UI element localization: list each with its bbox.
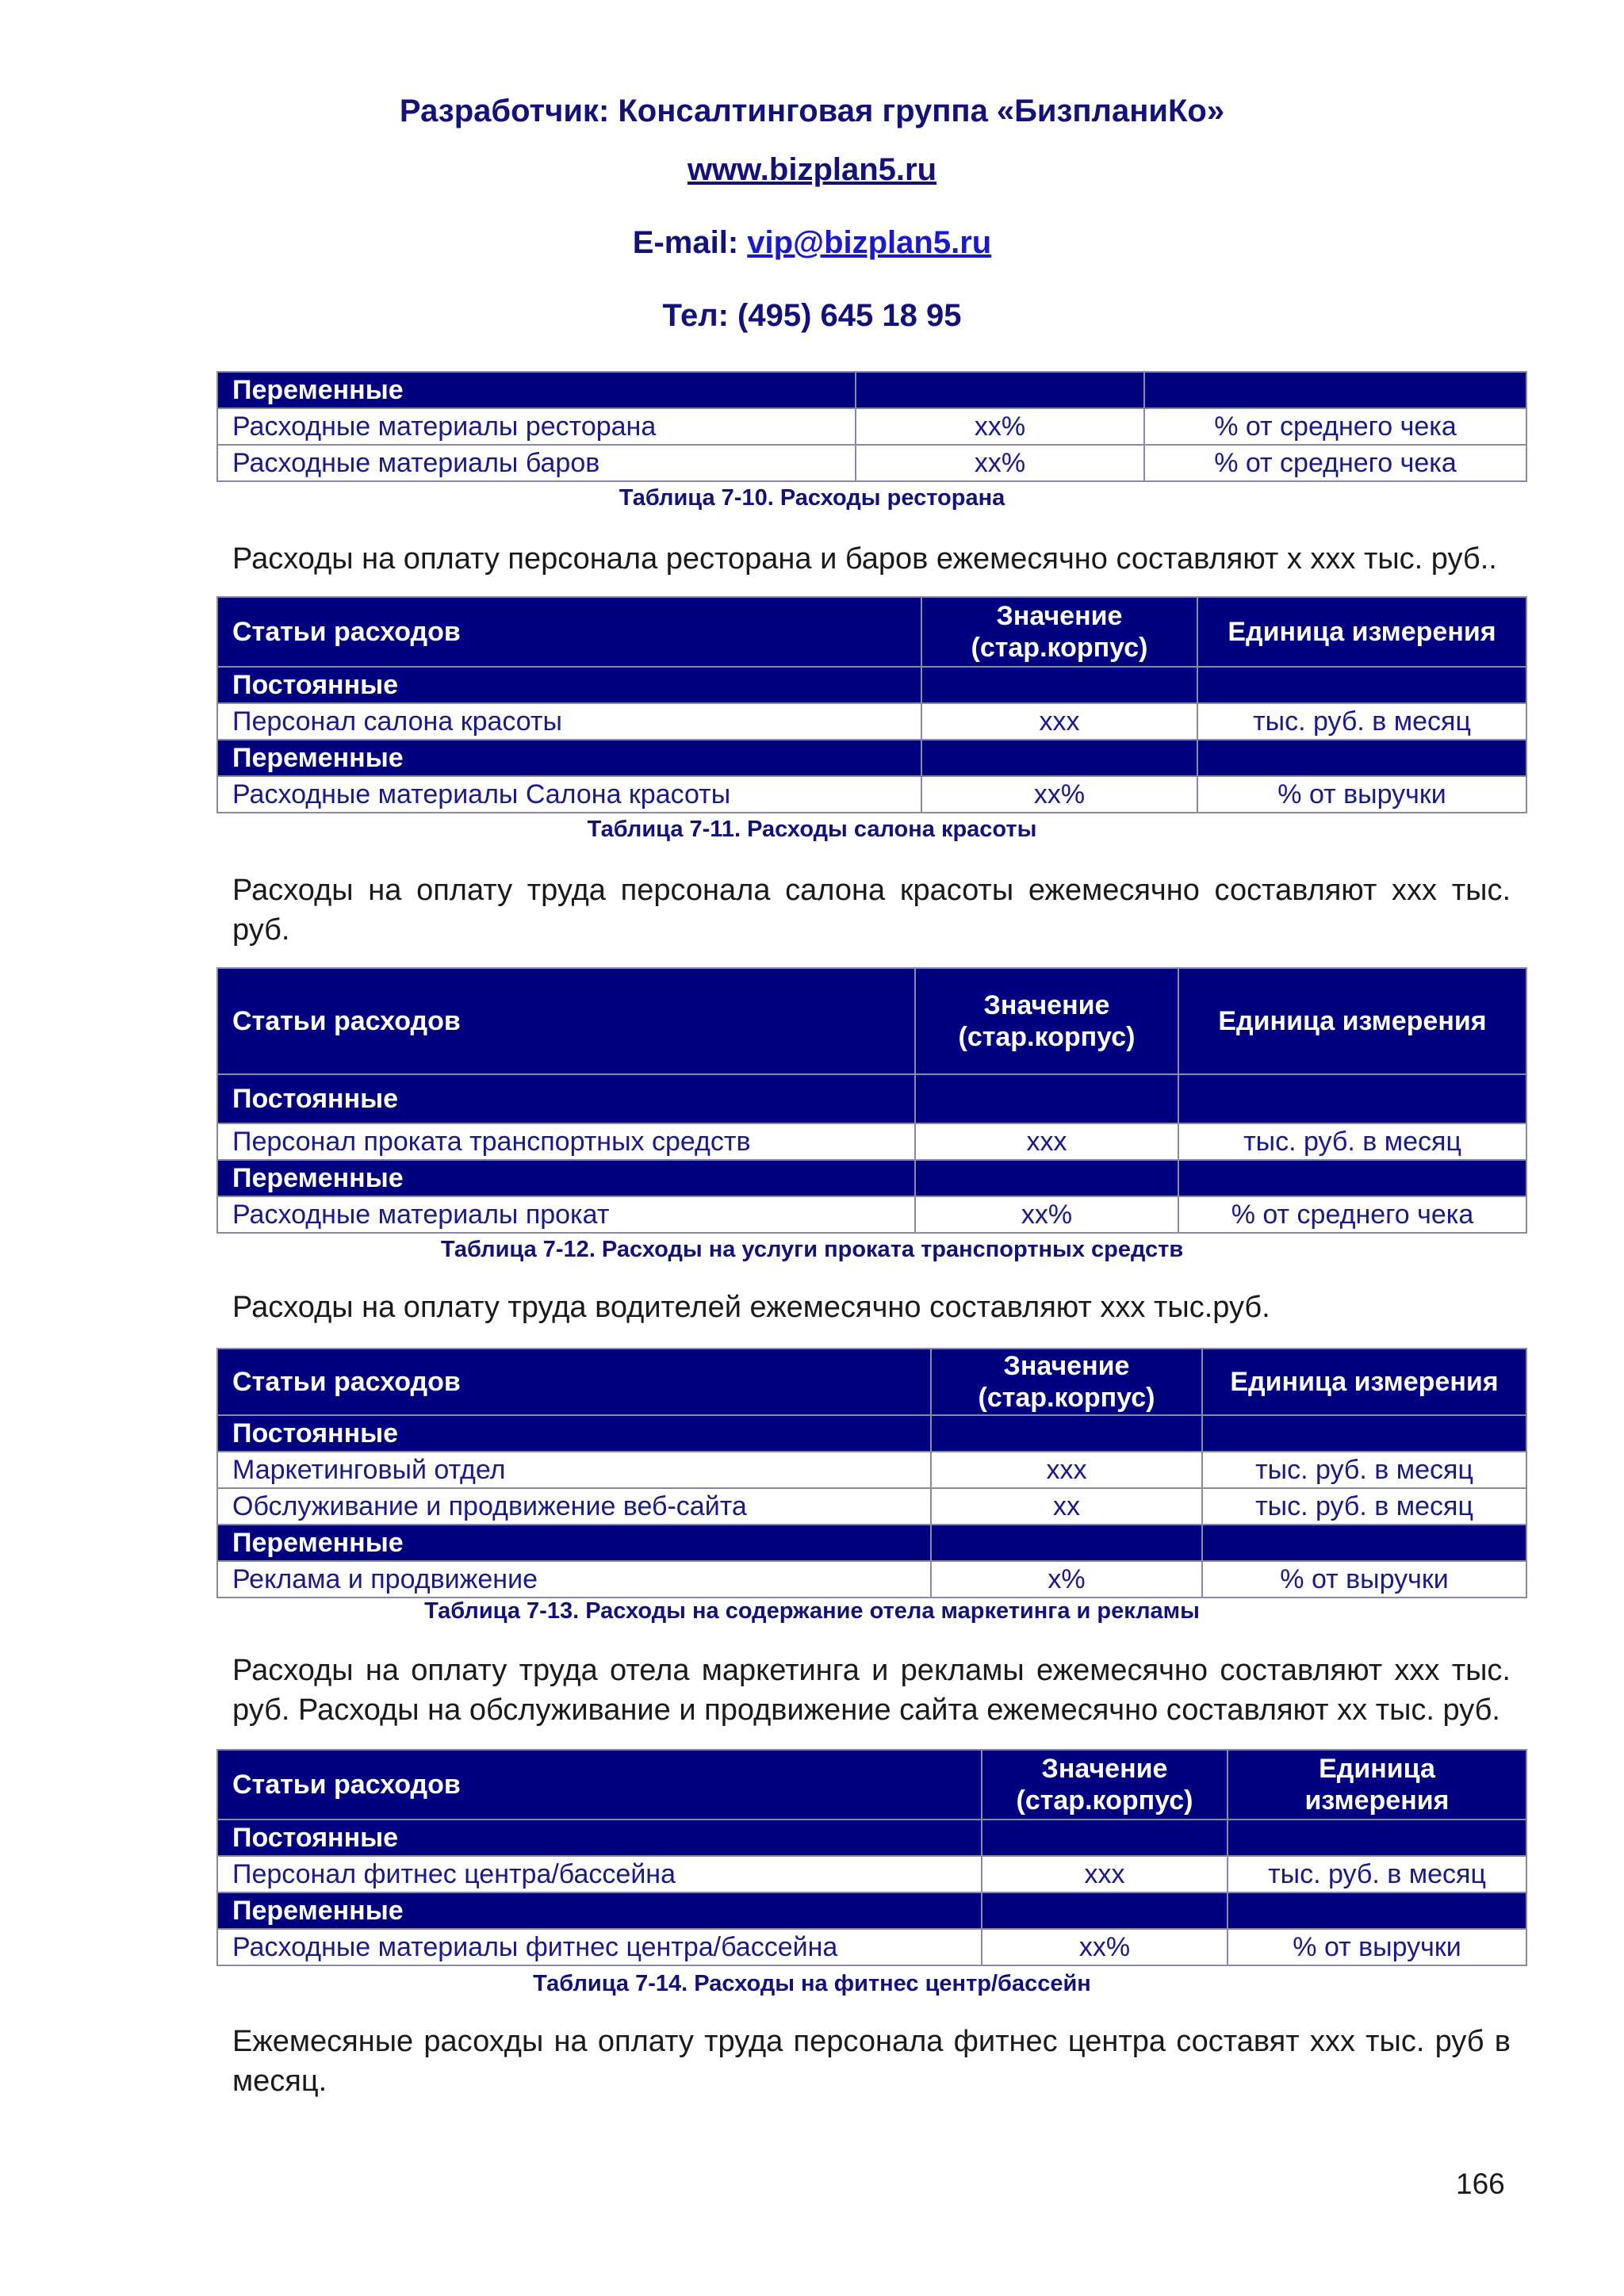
table-section-row <box>217 740 1526 776</box>
section-label-fixed: Постоянные <box>217 1415 931 1452</box>
row-item: Персонал салона красоты <box>217 703 921 740</box>
row-item: Расходные материалы ресторана <box>217 408 856 445</box>
paragraph: Расходы на оплату персонала ресторана и баров ежемесячно составляют x xxx тыс. руб.. <box>232 542 1497 576</box>
row-item: Расходные материалы Салона красоты <box>217 776 921 813</box>
table-row <box>217 1929 1526 1965</box>
row-value: xxx <box>915 1123 1178 1160</box>
table-section-row <box>217 667 1526 703</box>
paragraph: Ежемесяные расохды на оплату труда персонала фитнес центра составят xxx тыс. руб в месяц. <box>232 2025 1511 2098</box>
row-unit: тыс. руб. в месяц <box>1202 1488 1526 1525</box>
table-7-13 <box>216 1348 1527 1598</box>
table-7-11 <box>216 596 1527 813</box>
header-value-line2: (стар.корпус) <box>971 633 1148 663</box>
header-unit <box>1228 1750 1526 1820</box>
header-unit-line1: Единица <box>1319 1754 1435 1784</box>
row-unit: тыс. руб. в месяц <box>1178 1123 1526 1160</box>
header-value-line1: Значение <box>1041 1754 1168 1784</box>
header-unit-line2: измерения <box>1304 1785 1450 1816</box>
header-items: Статьи расходов <box>217 597 921 667</box>
website-line <box>0 152 1624 188</box>
row-item: Обслуживание и продвижение веб-сайта <box>217 1488 931 1525</box>
header-value-line1: Значение <box>996 601 1123 631</box>
paragraph: Расходы на оплату труда отела маркетинга и рекламы ежемесячно составляют xxx тыс. руб. Расходы на обслуживание и продвижение сайта ежемесячно составляют xx тыс. руб. <box>232 1654 1511 1727</box>
row-value: xx <box>931 1488 1202 1525</box>
table-7-10 <box>216 371 1527 482</box>
row-unit: % от выручки <box>1228 1929 1526 1965</box>
table-row <box>217 1856 1526 1892</box>
row-unit: тыс. руб. в месяц <box>1202 1452 1526 1488</box>
table-row <box>217 703 1526 740</box>
table-section-row <box>217 1160 1526 1196</box>
website-link[interactable]: www.bizplan5.ru <box>687 152 937 187</box>
row-unit: % от среднего чека <box>1144 445 1526 481</box>
row-value: xx% <box>921 776 1197 813</box>
email-line <box>0 225 1624 261</box>
table-caption: Таблица 7-12. Расходы на услуги проката транспортных средств <box>440 1237 1184 1262</box>
table-header-row <box>217 597 1526 667</box>
row-item: Расходные материалы прокат <box>217 1196 915 1233</box>
table-caption: Таблица 7-14. Расходы на фитнес центр/бассейн <box>533 1971 1091 1996</box>
section-label-variable: Переменные <box>217 740 921 776</box>
row-item: Маркетинговый отдел <box>217 1452 931 1488</box>
row-item: Реклама и продвижение <box>217 1561 931 1598</box>
page-number: 166 <box>1456 2168 1505 2200</box>
row-unit: % от среднего чека <box>1144 408 1526 445</box>
developer-title: Разработчик: Консалтинговая группа «БизпланиКо» <box>399 94 1225 128</box>
row-value: xxx <box>921 703 1197 740</box>
section-label-variable: Переменные <box>217 1525 931 1561</box>
table-row <box>217 408 1526 445</box>
header-value-line2: (стар.корпус) <box>1016 1785 1193 1816</box>
row-unit: % от среднего чека <box>1178 1196 1526 1233</box>
section-label-fixed: Постоянные <box>217 1820 982 1856</box>
table-section-row <box>217 1415 1526 1452</box>
table-section-row <box>217 1820 1526 1856</box>
header-unit: Единица измерения <box>1197 597 1526 667</box>
header-items: Статьи расходов <box>217 968 915 1074</box>
header-items: Статьи расходов <box>217 1750 982 1820</box>
table-caption: Таблица 7-10. Расходы ресторана <box>619 485 1005 511</box>
row-value: xx% <box>856 408 1144 445</box>
row-unit: % от выручки <box>1202 1561 1526 1598</box>
row-value: xxx <box>982 1856 1228 1892</box>
row-item: Персонал фитнес центра/бассейна <box>217 1856 982 1892</box>
section-label-variable: Переменные <box>217 372 856 408</box>
row-unit: % от выручки <box>1197 776 1526 813</box>
table-section-row <box>217 1074 1526 1123</box>
row-value: x% <box>931 1561 1202 1598</box>
table-section-row <box>217 1525 1526 1561</box>
header-value <box>915 968 1178 1074</box>
row-value: xx% <box>982 1929 1228 1965</box>
header-unit: Единица измерения <box>1202 1349 1526 1415</box>
paragraph: Расходы на оплату труда персонала салона красоты ежемесячно составляют xxx тыс. руб. <box>232 874 1511 947</box>
table-7-12 <box>216 967 1527 1234</box>
table-caption: Таблица 7-11. Расходы салона красоты <box>587 817 1037 842</box>
table-7-14 <box>216 1749 1527 1966</box>
section-label-variable: Переменные <box>217 1892 982 1929</box>
header-items: Статьи расходов <box>217 1349 931 1415</box>
table-row <box>217 1123 1526 1160</box>
table-header-row <box>217 968 1526 1074</box>
section-label-fixed: Постоянные <box>217 667 921 703</box>
header-value-line2: (стар.корпус) <box>978 1383 1155 1413</box>
header-value <box>931 1349 1202 1415</box>
table-row <box>217 445 1526 481</box>
table-section-row <box>217 1892 1526 1929</box>
row-value: xxx <box>931 1452 1202 1488</box>
table-row <box>217 776 1526 813</box>
table-header-row <box>217 1750 1526 1820</box>
phone-line: Тел: (495) 645 18 95 <box>662 298 962 333</box>
header-value-line2: (стар.корпус) <box>958 1022 1136 1052</box>
row-item: Расходные материалы фитнес центра/бассейна <box>217 1929 982 1965</box>
header-value <box>921 597 1197 667</box>
row-unit: тыс. руб. в месяц <box>1228 1856 1526 1892</box>
header-value <box>982 1750 1228 1820</box>
paragraph: Расходы на оплату труда водителей ежемесячно составляют xxx тыс.руб. <box>232 1291 1270 1324</box>
row-item: Расходные материалы баров <box>217 445 856 481</box>
table-section-row <box>217 372 1526 408</box>
section-label-variable: Переменные <box>217 1160 915 1196</box>
table-caption: Таблица 7-13. Расходы на содержание отела маркетинга и рекламы <box>424 1598 1200 1624</box>
table-row <box>217 1196 1526 1233</box>
row-item: Персонал проката транспортных средств <box>217 1123 915 1160</box>
email-link[interactable]: vip@bizplan5.ru <box>747 225 992 260</box>
row-value: xx% <box>856 445 1144 481</box>
header-value-line1: Значение <box>983 990 1110 1020</box>
table-header-row <box>217 1349 1526 1415</box>
table-row <box>217 1488 1526 1525</box>
header-unit: Единица измерения <box>1178 968 1526 1074</box>
row-unit: тыс. руб. в месяц <box>1197 703 1526 740</box>
email-label: E-mail: <box>632 225 739 260</box>
row-value: xx% <box>915 1196 1178 1233</box>
section-label-fixed: Постоянные <box>217 1074 915 1123</box>
header-value-line1: Значение <box>1003 1351 1130 1381</box>
table-row <box>217 1452 1526 1488</box>
table-row <box>217 1561 1526 1598</box>
